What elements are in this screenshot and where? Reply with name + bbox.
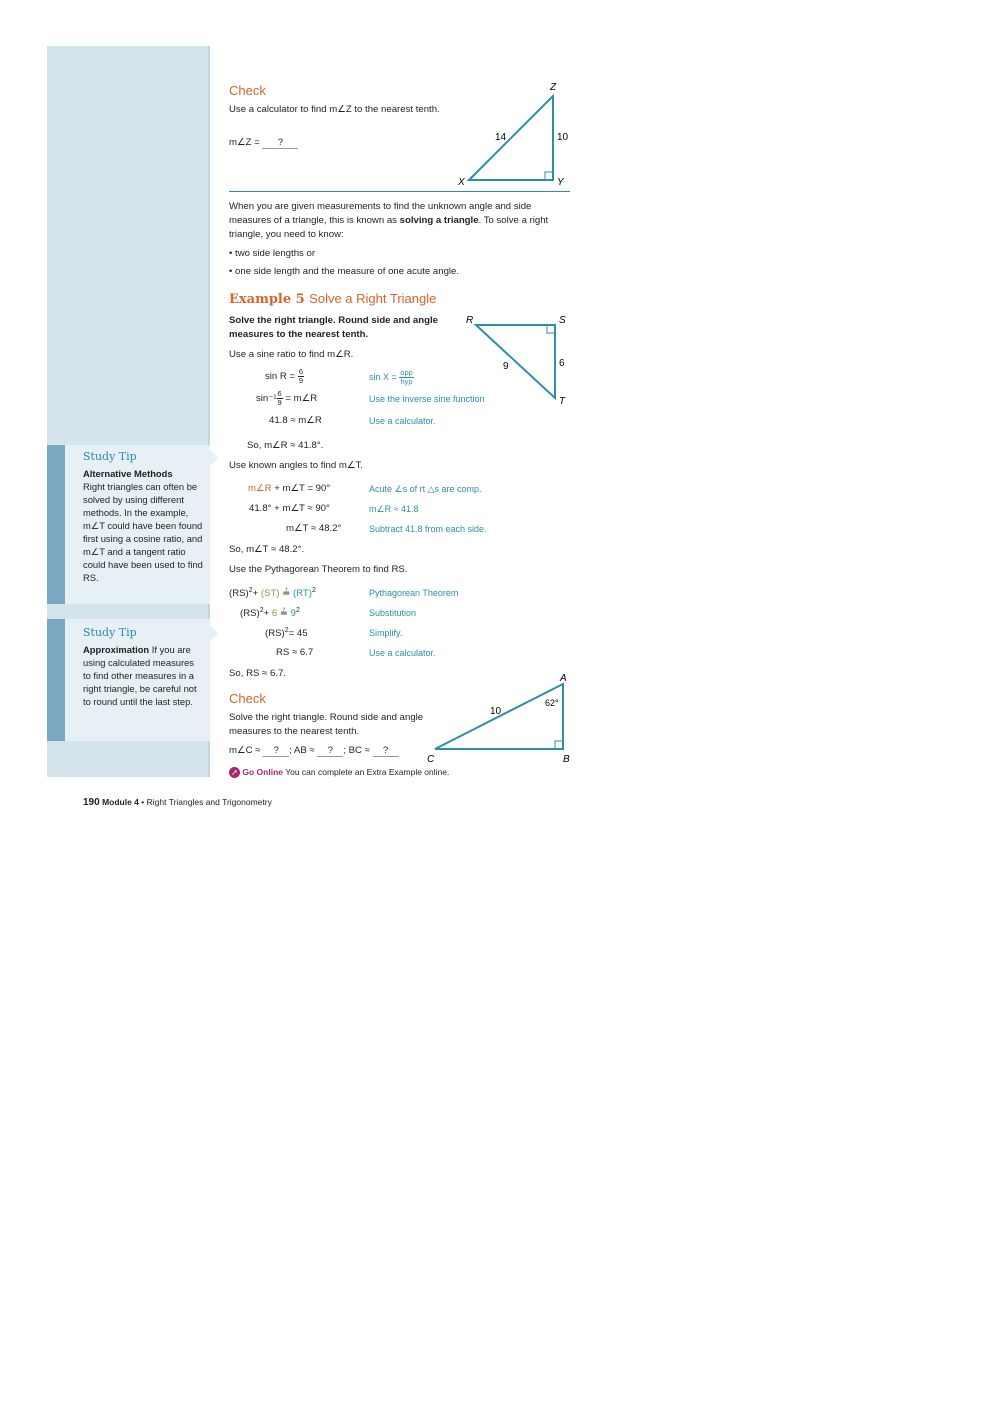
equation-note: Pythagorean Theorem [369,588,459,598]
vertex-label: R [466,315,474,326]
answer-blank[interactable]: ? [263,745,289,757]
answer-blank[interactable]: ? [317,745,343,757]
equation-row: 41.8° + m∠T ≈ 90° [249,503,330,514]
equation-note: sin X = $\frac{\text{opp}}{\text{hyp}}$ [369,368,413,386]
vertex-label: C [427,754,435,765]
step-text: Use known angles to find m∠T. [229,460,363,471]
check-answer: m∠Z = ? [229,137,298,149]
equation-row: RS ≈ 6.7 [276,647,314,658]
result-text: So, m∠T ≈ 48.2°. [229,544,305,555]
check-heading: Check [229,83,266,98]
equation-row: (RS)$^2$= 45 [265,627,308,640]
bullet-item: • two side lengths or [229,248,316,259]
side-label: 14 [495,132,507,143]
result-text: So, RS ≈ 6.7. [229,668,286,679]
side-label: 10 [557,132,569,143]
result-text: So, m∠R ≈ 41.8°. [247,440,324,451]
equation-note: Substitution [369,608,417,618]
side-label: 9 [503,361,509,372]
vertex-label: T [559,396,566,407]
intro-paragraph: When you are given measurements to find the unknown angle and side measures of a triangle, this is known as solving a triangle. To solve a right triangle, you need to know: [229,201,549,240]
angle-label: 62° [545,698,559,708]
vertex-label: B [563,754,570,765]
study-tip-title: Study Tip [83,450,137,463]
study-tip-pointer [209,449,218,467]
equation-note: Acute ∠s of rt △s are comp. [369,484,482,494]
check-heading: Check [229,691,266,706]
equation-note: Use the inverse sine function [369,394,485,404]
equation-note: m∠R ≈ 41.8 [369,504,419,514]
equation-row: sin⁻¹ $\frac{6}{9}$ = m∠R [256,389,318,407]
side-label: 10 [490,706,502,717]
equation-note: Use a calculator. [369,648,436,658]
example-prompt: Solve the right triangle. Round side and angle measures to the nearest tenth. [229,315,438,340]
equation-row: sin R = $\frac{6}{9}$ [265,367,303,385]
equation-row: (RS)$^2$+ (ST) ≟ (RT)$^2$ [229,587,316,600]
equation-note: Use a calculator. [369,416,436,426]
vertex-label: S [559,315,566,326]
go-online-link[interactable]: ➚ Go Online You can complete an Extra Example online. [229,767,449,778]
step-text: Use a sine ratio to find m∠R. [229,349,354,360]
equation-row: m∠T ≈ 48.2° [286,523,342,534]
vertex-label: X [458,177,465,188]
triangle-xyz-figure [455,78,575,190]
study-tip-bar [47,445,65,604]
equation-row: (RS)$^2$+ 6 ≟ $9^2$ [240,607,300,620]
section-divider [229,191,570,192]
triangle-abc-figure [424,668,576,766]
vertex-label: Y [557,177,564,188]
answer-blank[interactable]: ? [373,745,399,757]
vertex-label: A [560,673,567,684]
check-answer: m∠C ≈ ? ; AB ≈ ? ; BC ≈ ? [229,745,399,757]
check-prompt: Solve the right triangle. Round side and angle measures to the nearest tenth. [229,712,424,737]
step-text: Use the Pythagorean Theorem to find RS. [229,564,408,575]
page-footer: 190 Module 4 • Right Triangles and Trigonometry [83,797,272,808]
answer-blank[interactable]: ? [262,137,298,149]
equation-row: m∠R + m∠T = 90° [248,483,331,494]
study-tip-bar [47,619,65,741]
equation-row: 41.8 ≈ m∠R [269,415,322,426]
study-tip-title: Study Tip [83,626,137,639]
equation-note: Simplify. [369,628,403,638]
cursor-click-icon: ➚ [229,767,240,778]
study-tip-pointer [209,624,218,642]
side-label: 6 [559,358,565,369]
vertex-label: Z [550,82,557,93]
bullet-item: • one side length and the measure of one acute angle. [229,266,460,277]
check-prompt: Use a calculator to find m∠Z to the nearest tenth. [229,104,440,115]
equation-note: Subtract 41.8 from each side. [369,524,487,534]
study-tip-text: Alternative Methods Right triangles can often be solved by using different methods. In the example, m∠T could have been found first using a cosine ratio, and m∠T and a tangent ratio could have been used to find RS. [83,468,203,583]
study-tip-text: Approximation If you are using calculated measures to find other measures in a right triangle, be careful not to round until the last step. [83,644,197,707]
example-heading: Example 5 Solve a Right Triangle [229,291,437,307]
